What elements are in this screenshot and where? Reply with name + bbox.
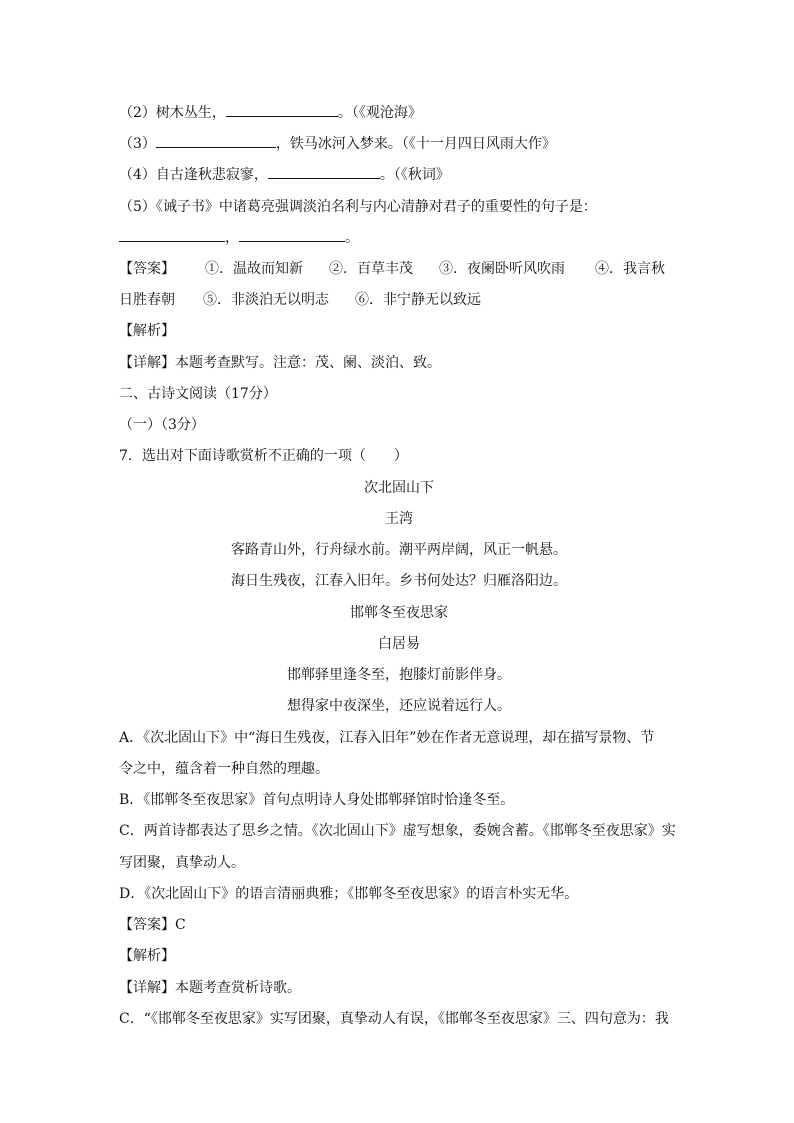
option-a-line-2: 令之中，蕴含着一种自然的理趣。 xyxy=(119,761,329,777)
question-number: （3） xyxy=(119,136,156,152)
answer-item: ⑤．非淡泊无以明志 xyxy=(203,292,329,308)
analysis-2-label: 【解析】 xyxy=(119,948,175,964)
question-text: （5）《诫子书》中诸葛亮强调淡泊名利与内心清静对君子的重要性的句子是： xyxy=(119,199,597,215)
analysis-2-detail: 【详解】本题考查赏析诗歌。 xyxy=(119,980,301,996)
answer-blank xyxy=(119,228,225,242)
answer-line-1 xyxy=(119,259,665,279)
answer-item: ③．夜阑卧听风吹雨 xyxy=(439,261,565,277)
answer-blank xyxy=(268,165,380,179)
option-c-line-2: 写团聚，真挚动人。 xyxy=(119,855,245,871)
separator: ， xyxy=(225,230,239,246)
poem-1-line-1: 客路青山外，行舟绿水前。潮平两岸阔，风正一帆悬。 xyxy=(231,542,567,558)
poem-2-line-1: 邯郸驿里逢冬至，抱膝灯前影伴身。 xyxy=(287,667,511,683)
poem-1-author: 王湾 xyxy=(385,511,413,527)
analysis-detail: 【详解】本题考查默写。注意：茂、阑、淡泊、致。 xyxy=(119,355,441,371)
option-d: D．《次北固山下》的语言清丽典雅；《邯郸冬至夜思家》的语言朴实无华。 xyxy=(119,886,579,902)
answer-blank xyxy=(226,103,338,117)
option-a-line-1: A．《次北固山下》中“海日生残夜，江春入旧年”妙在作者无意说理，却在描写景物、节 xyxy=(119,730,655,746)
question-7-stem: 7．选出对下面诗歌赏析不正确的一项（ ） xyxy=(119,448,408,464)
poem-1-title: 次北固山下 xyxy=(364,480,434,496)
poem-2-author: 白居易 xyxy=(378,636,420,652)
answer-blank xyxy=(156,134,276,148)
poem-1-line-2: 海日生残夜，江春入旧年。乡书何处达？归雁洛阳边。 xyxy=(231,573,567,589)
question-5-line xyxy=(119,197,597,217)
period: 。 xyxy=(345,230,359,246)
section-subtitle: （一）（3分） xyxy=(119,417,205,433)
question-2-line xyxy=(119,103,422,123)
answer-item: ⑥．非宁静无以致远 xyxy=(355,292,481,308)
analysis-label: 【解析】 xyxy=(119,323,175,339)
question-text: ，铁马冰河入梦来。（《十一月四日风雨大作》 xyxy=(275,136,556,152)
poem-2-line-2: 想得家中夜深坐，还应说着远行人。 xyxy=(287,698,511,714)
answer-item: 日胜春朝 xyxy=(119,292,175,308)
question-5-blanks xyxy=(119,228,359,248)
answer-blank xyxy=(239,228,345,242)
answer-item: ④．我言秋 xyxy=(595,261,665,277)
question-number: （4） xyxy=(119,167,156,183)
question-source: 。（《秋词》 xyxy=(379,167,450,183)
question-4-line xyxy=(119,165,450,185)
question-number: （2） xyxy=(119,105,156,121)
question-3-line xyxy=(119,134,556,154)
option-b: B．《邯郸冬至夜思家》首句点明诗人身处邯郸驿馆时恰逢冬至。 xyxy=(119,792,515,808)
answer-line-2 xyxy=(119,290,481,310)
answer-item: ①．温故而知新 xyxy=(205,261,303,277)
question-text: 树木丛生， xyxy=(155,105,226,121)
poem-2-title: 邯郸冬至夜思家 xyxy=(350,605,448,621)
answer-item: ②．百草丰茂 xyxy=(329,261,413,277)
section-title: 二、古诗文阅读（17分） xyxy=(119,386,277,402)
answer-2: 【答案】C xyxy=(119,917,186,933)
question-text: 自古逢秋悲寂寥， xyxy=(155,167,268,183)
question-source: 。（《观沧海》 xyxy=(337,105,422,121)
answer-label: 【答案】 xyxy=(119,261,175,277)
analysis-2-last-line: C．“《邯郸冬至夜思家》实写团聚，真挚动人有误，《邯郸冬至夜思家》三、四句意为：我 xyxy=(119,1011,669,1027)
option-c-line-1: C．两首诗都表达了思乡之情。《次北固山下》虚写想象，委婉含蓄。《邯郸冬至夜思家》实 xyxy=(119,823,676,839)
